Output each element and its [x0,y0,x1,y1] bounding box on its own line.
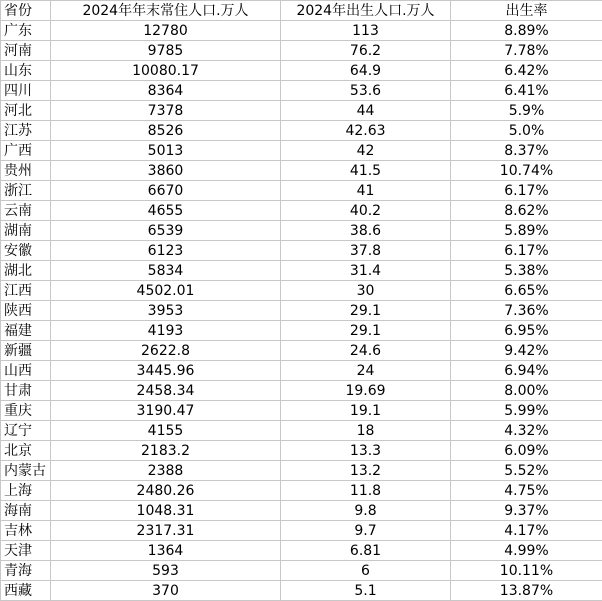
table-row [1,61,602,81]
cell-population: 8526 [51,121,281,141]
cell-births: 31.4 [281,261,451,281]
table-row [1,501,602,521]
table-row [1,261,602,281]
cell-province: 重庆 [1,401,51,421]
table-row [1,401,602,421]
cell-population: 3190.47 [51,401,281,421]
cell-population: 3860 [51,161,281,181]
table-row [1,121,602,141]
cell-births: 113 [281,21,451,41]
table-body [1,21,602,601]
cell-birth-rate: 6.41% [451,81,602,101]
cell-province: 福建 [1,321,51,341]
cell-births: 40.2 [281,201,451,221]
cell-birth-rate: 6.17% [451,181,602,201]
cell-birth-rate: 9.37% [451,501,602,521]
cell-province: 山东 [1,61,51,81]
cell-province: 江西 [1,281,51,301]
cell-births: 18 [281,421,451,441]
header-birth-rate: 出生率 [451,1,602,21]
cell-population: 4502.01 [51,281,281,301]
cell-population: 593 [51,561,281,581]
cell-birth-rate: 5.89% [451,221,602,241]
cell-births: 24.6 [281,341,451,361]
cell-birth-rate: 5.0% [451,121,602,141]
cell-province: 广西 [1,141,51,161]
cell-birth-rate: 7.78% [451,41,602,61]
cell-birth-rate: 5.99% [451,401,602,421]
cell-population: 370 [51,581,281,601]
cell-population: 5834 [51,261,281,281]
cell-province: 北京 [1,441,51,461]
cell-births: 38.6 [281,221,451,241]
table-row [1,481,602,501]
cell-birth-rate: 4.17% [451,521,602,541]
cell-birth-rate: 6.17% [451,241,602,261]
cell-birth-rate: 7.36% [451,301,602,321]
table-row [1,321,602,341]
cell-births: 41.5 [281,161,451,181]
cell-births: 19.69 [281,381,451,401]
cell-birth-rate: 6.95% [451,321,602,341]
cell-births: 29.1 [281,301,451,321]
cell-births: 53.6 [281,81,451,101]
table-row [1,141,602,161]
cell-population: 2317.31 [51,521,281,541]
cell-province: 辽宁 [1,421,51,441]
cell-province: 湖北 [1,261,51,281]
cell-births: 41 [281,181,451,201]
header-births: 2024年出生人口.万人 [281,1,451,21]
cell-births: 64.9 [281,61,451,81]
cell-births: 6 [281,561,451,581]
cell-births: 19.1 [281,401,451,421]
cell-province: 天津 [1,541,51,561]
cell-birth-rate: 6.65% [451,281,602,301]
cell-birth-rate: 13.87% [451,581,602,601]
table-header [1,1,602,21]
cell-births: 30 [281,281,451,301]
cell-population: 7378 [51,101,281,121]
cell-population: 1364 [51,541,281,561]
table-row [1,301,602,321]
cell-birth-rate: 4.75% [451,481,602,501]
cell-population: 4155 [51,421,281,441]
cell-population: 2480.26 [51,481,281,501]
cell-births: 9.8 [281,501,451,521]
cell-births: 11.8 [281,481,451,501]
cell-province: 广东 [1,21,51,41]
table-row [1,581,602,601]
table-row [1,281,602,301]
cell-province: 浙江 [1,181,51,201]
table-row [1,241,602,261]
cell-province: 海南 [1,501,51,521]
cell-province: 江苏 [1,121,51,141]
cell-births: 76.2 [281,41,451,61]
cell-births: 29.1 [281,321,451,341]
cell-birth-rate: 5.9% [451,101,602,121]
table-row [1,381,602,401]
cell-province: 西藏 [1,581,51,601]
cell-province: 甘肃 [1,381,51,401]
cell-province: 陕西 [1,301,51,321]
cell-population: 2388 [51,461,281,481]
cell-births: 5.1 [281,581,451,601]
table-row [1,361,602,381]
cell-population: 4655 [51,201,281,221]
cell-province: 上海 [1,481,51,501]
cell-population: 2183.2 [51,441,281,461]
table-row [1,441,602,461]
cell-births: 42.63 [281,121,451,141]
table-row [1,201,602,221]
cell-province: 内蒙古 [1,461,51,481]
cell-birth-rate: 5.52% [451,461,602,481]
cell-birth-rate: 8.62% [451,201,602,221]
cell-population: 1048.31 [51,501,281,521]
cell-births: 24 [281,361,451,381]
table-row [1,101,602,121]
cell-births: 6.81 [281,541,451,561]
header-row [1,1,602,21]
cell-population: 6670 [51,181,281,201]
cell-birth-rate: 4.32% [451,421,602,441]
cell-birth-rate: 5.38% [451,261,602,281]
cell-birth-rate: 10.11% [451,561,602,581]
cell-population: 12780 [51,21,281,41]
cell-province: 河南 [1,41,51,61]
cell-births: 9.7 [281,521,451,541]
cell-province: 吉林 [1,521,51,541]
cell-province: 安徽 [1,241,51,261]
table-row [1,41,602,61]
cell-births: 44 [281,101,451,121]
cell-birth-rate: 10.74% [451,161,602,181]
cell-population: 4193 [51,321,281,341]
cell-birth-rate: 4.99% [451,541,602,561]
cell-province: 湖南 [1,221,51,241]
cell-birth-rate: 8.37% [451,141,602,161]
table-row [1,541,602,561]
cell-province: 云南 [1,201,51,221]
table-row [1,181,602,201]
cell-birth-rate: 9.42% [451,341,602,361]
table-row [1,81,602,101]
table-row [1,161,602,181]
cell-province: 河北 [1,101,51,121]
cell-births: 13.2 [281,461,451,481]
header-population: 2024年年末常住人口.万人 [51,1,281,21]
cell-birth-rate: 6.94% [451,361,602,381]
table-row [1,21,602,41]
cell-population: 3953 [51,301,281,321]
table-row [1,221,602,241]
cell-province: 青海 [1,561,51,581]
cell-population: 6539 [51,221,281,241]
cell-births: 42 [281,141,451,161]
cell-population: 6123 [51,241,281,261]
cell-birth-rate: 6.09% [451,441,602,461]
cell-province: 山西 [1,361,51,381]
cell-province: 贵州 [1,161,51,181]
cell-population: 3445.96 [51,361,281,381]
cell-population: 9785 [51,41,281,61]
table-row [1,341,602,361]
cell-births: 37.8 [281,241,451,261]
cell-births: 13.3 [281,441,451,461]
header-province: 省份 [1,1,51,21]
cell-population: 2622.8 [51,341,281,361]
cell-population: 2458.34 [51,381,281,401]
table-row [1,521,602,541]
cell-province: 新疆 [1,341,51,361]
cell-population: 8364 [51,81,281,101]
cell-birth-rate: 8.00% [451,381,602,401]
cell-population: 10080.17 [51,61,281,81]
cell-province: 四川 [1,81,51,101]
cell-population: 5013 [51,141,281,161]
cell-birth-rate: 6.42% [451,61,602,81]
table-row [1,461,602,481]
table-row [1,421,602,441]
cell-birth-rate: 8.89% [451,21,602,41]
